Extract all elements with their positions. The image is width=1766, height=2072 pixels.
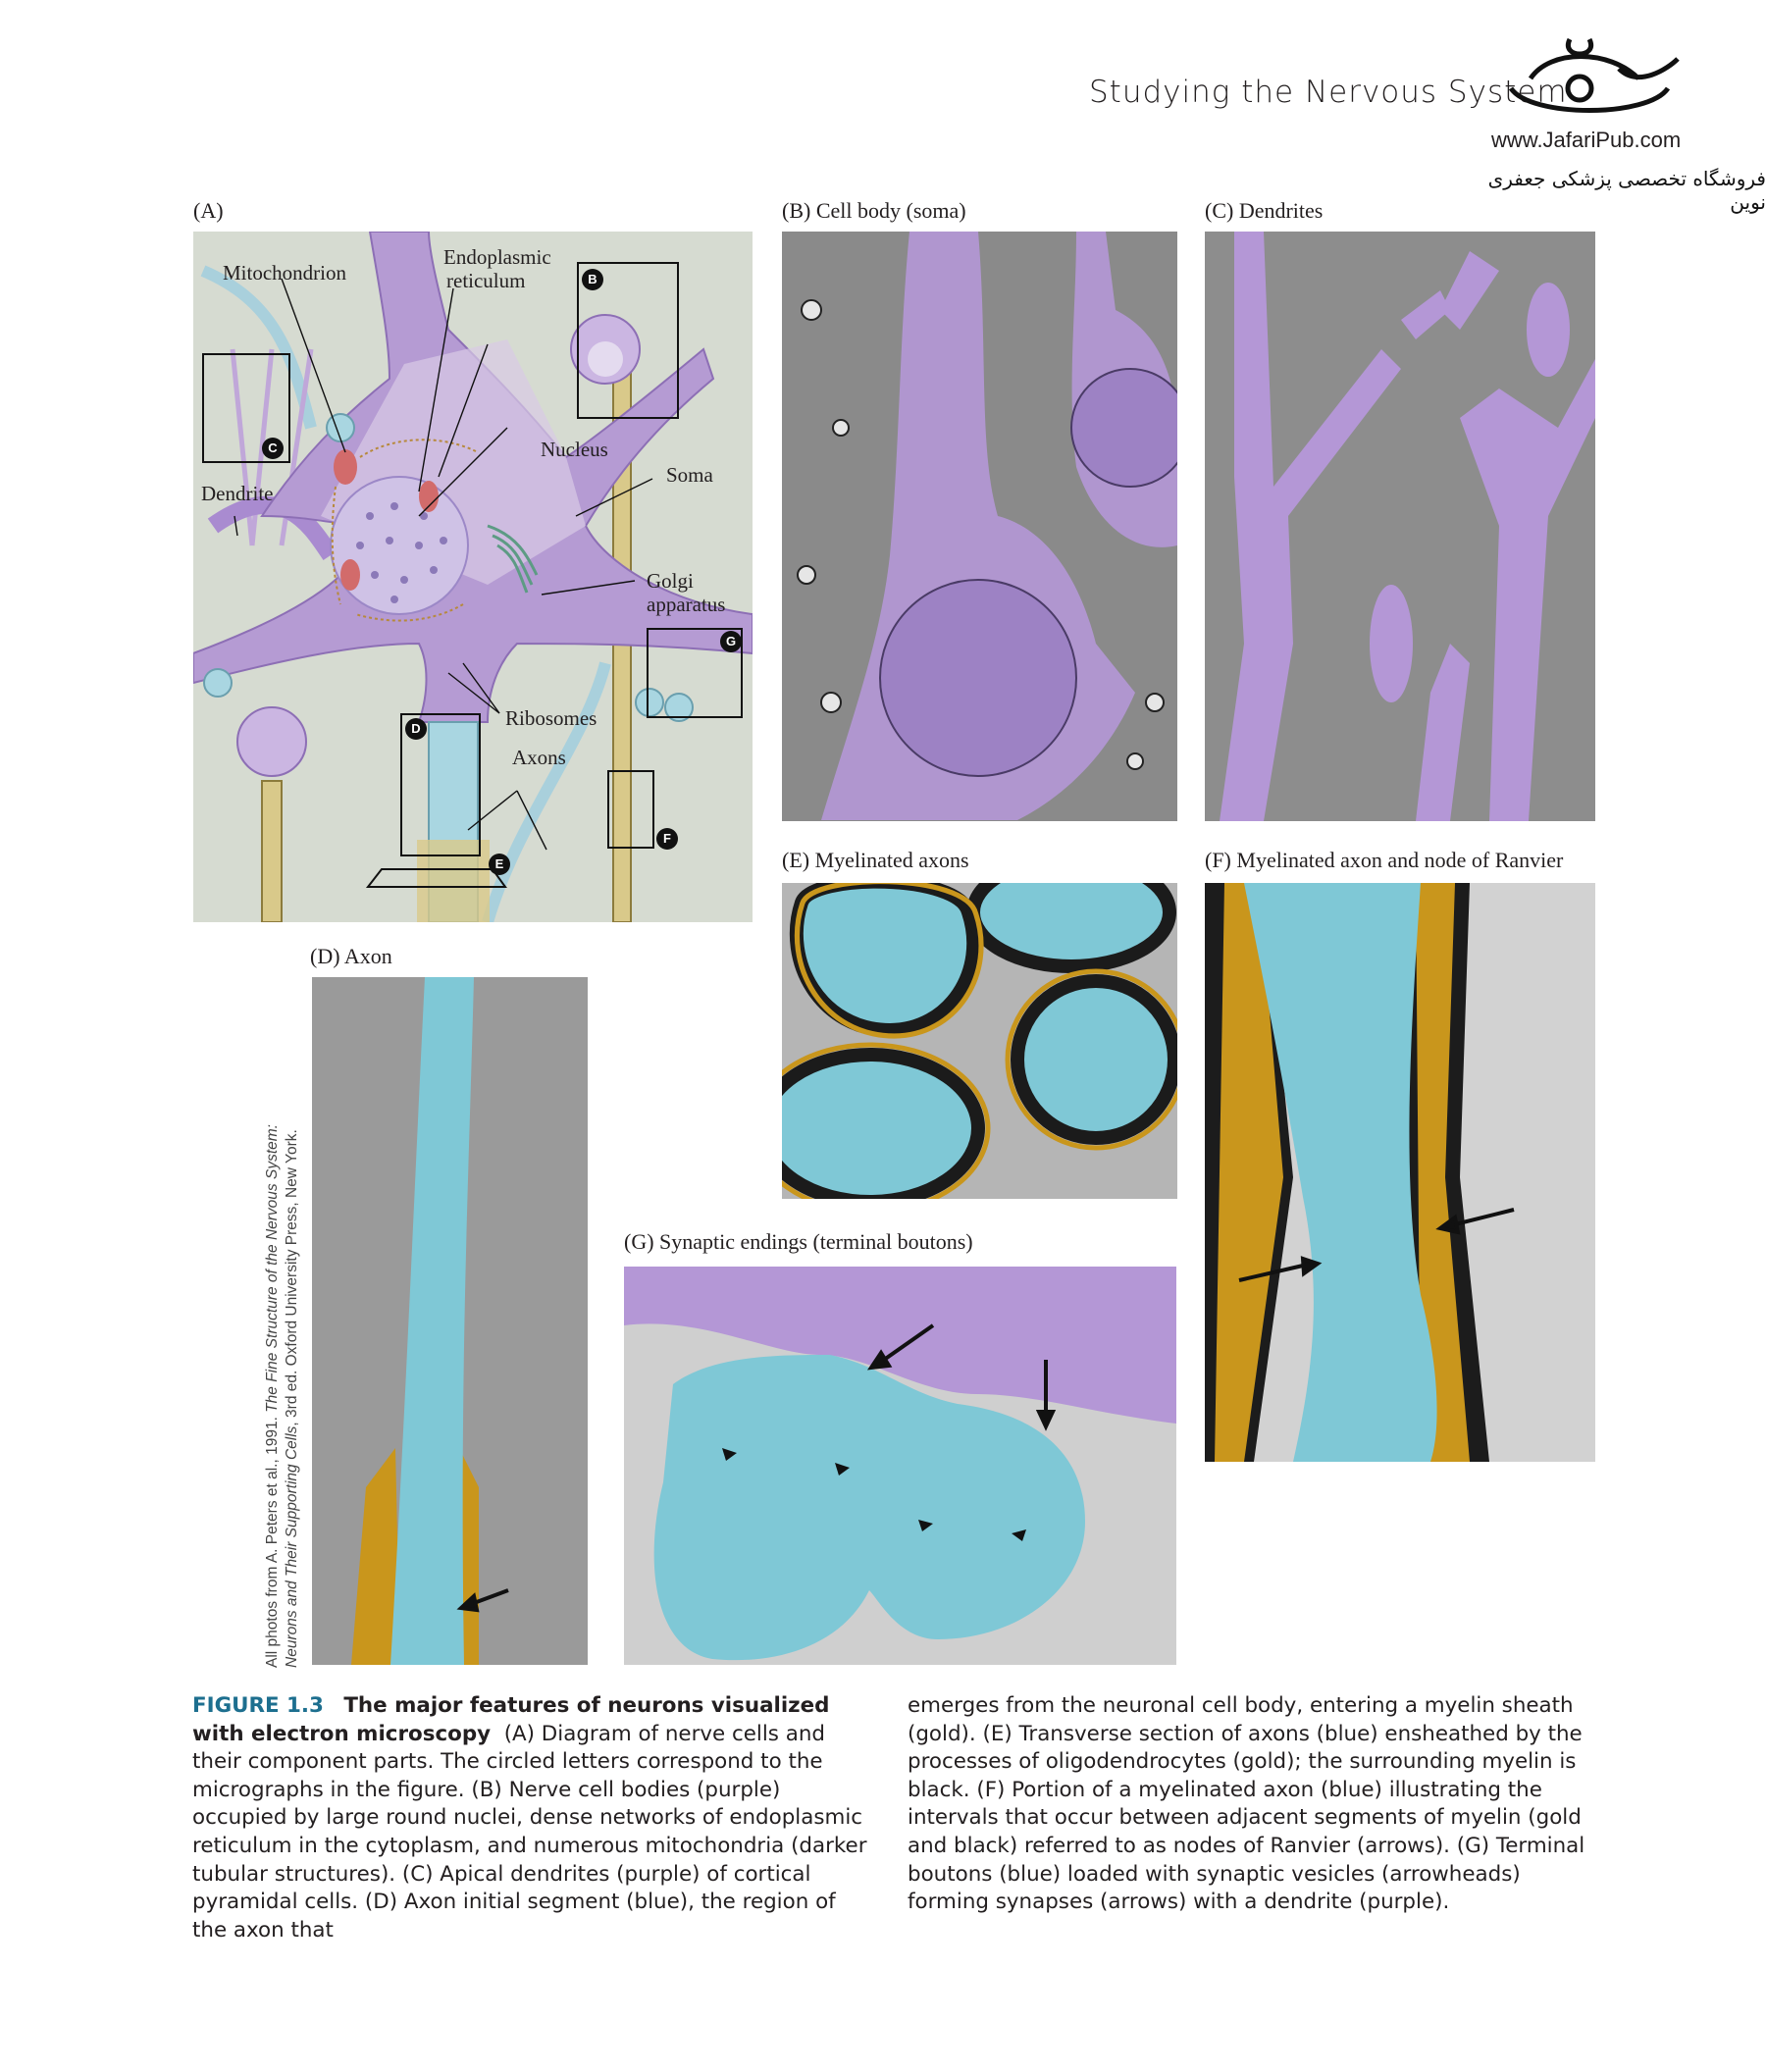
panel-d-label: (D) Axon <box>310 944 392 968</box>
photo-credit <box>263 1118 302 1668</box>
micrograph-myelinated-axons <box>782 883 1177 1199</box>
micrograph-axon <box>312 977 588 1665</box>
figure-title: The major features of neurons visualized with electron microscopy <box>192 1693 830 1746</box>
site-tagline: فروشگاه تخصصی پزشکی جعفری نوین <box>1487 167 1766 214</box>
running-head: Studying the Nervous System <box>1089 75 1568 110</box>
credit-suffix: , 3rd ed. Oxford University Press, New York. <box>284 1129 300 1426</box>
micrograph-node-of-ranvier <box>1205 883 1595 1462</box>
soma-label: Soma <box>666 463 713 487</box>
badge-b: B <box>582 269 603 290</box>
figure-number: FIGURE 1.3 <box>192 1693 324 1718</box>
mitochondrion-label: Mitochondrion <box>223 261 346 285</box>
neuron-diagram <box>193 232 753 922</box>
badge-g: G <box>720 631 742 652</box>
micrograph-cell-body <box>782 232 1177 821</box>
axons-label: Axons <box>512 746 566 769</box>
figure-caption-left <box>192 1692 875 1944</box>
site-url: www.JafariPub.com <box>1491 128 1682 152</box>
er-label-line1: Endoplasmic <box>443 245 551 269</box>
er-label-line2: reticulum <box>446 269 526 292</box>
publisher-logo <box>1472 29 1697 128</box>
micrograph-dendrites <box>1205 232 1595 821</box>
figure-caption-right: emerges from the neuronal cell body, entering a myelin sheath (gold). (E) Transverse section of axons (blue) ensheathed by the processes of oligodendrocytes (gold); the surrounding myelin is black. (F) Portion of a myelinated axon (blue) illustrating the intervals that occur between adjacent segments of myelin (gold and black) referred to as nodes of Ranvier (arrows). (G) Terminal boutons (blue) loaded with synaptic vesicles (arrowheads) forming synapses (arrows) with a dendrite (purple). <box>908 1693 1585 1915</box>
ribosomes-label: Ribosomes <box>505 706 597 730</box>
panel-e-label: (E) Myelinated axons <box>782 848 969 872</box>
badge-c: C <box>262 438 284 459</box>
micrograph-synaptic-endings <box>624 1267 1176 1665</box>
dendrite-label: Dendrite <box>201 482 274 505</box>
nucleus-label: Nucleus <box>541 438 608 461</box>
panel-c-label: (C) Dendrites <box>1205 198 1324 223</box>
caption-left-text: (A) Diagram of nerve cells and their component parts. The circled letters correspond to the micrographs in the figure. (B) Nerve cell bodies (purple) occupied by large round nuclei, dense networks of endoplasmic reticulum in the cytoplasm, and numerous mitochondria (darker tubular structures). (C) Apical dendrites (purple) of cortical pyramidal cells. (D) Axon initial segment (blue), the region of the axon that <box>192 1721 867 1942</box>
panel-g-label: (G) Synaptic endings (terminal boutons) <box>624 1229 973 1254</box>
panel-a-label: (A) <box>193 198 224 223</box>
badge-d: D <box>405 718 427 740</box>
credit-title: The Fine Structure of the Nervous System: Neurons and Their Supporting Cells <box>264 1124 300 1668</box>
panel-b-label: (B) Cell body (soma) <box>782 198 966 223</box>
badge-e: E <box>489 854 510 875</box>
golgi-label-line2: apparatus <box>647 593 726 616</box>
golgi-label-line1: Golgi <box>647 569 694 593</box>
badge-f: F <box>656 828 678 850</box>
credit-prefix: All photos from A. Peters et al., 1991. <box>264 1412 281 1668</box>
panel-f-label: (F) Myelinated axon and node of Ranvier <box>1205 848 1564 872</box>
